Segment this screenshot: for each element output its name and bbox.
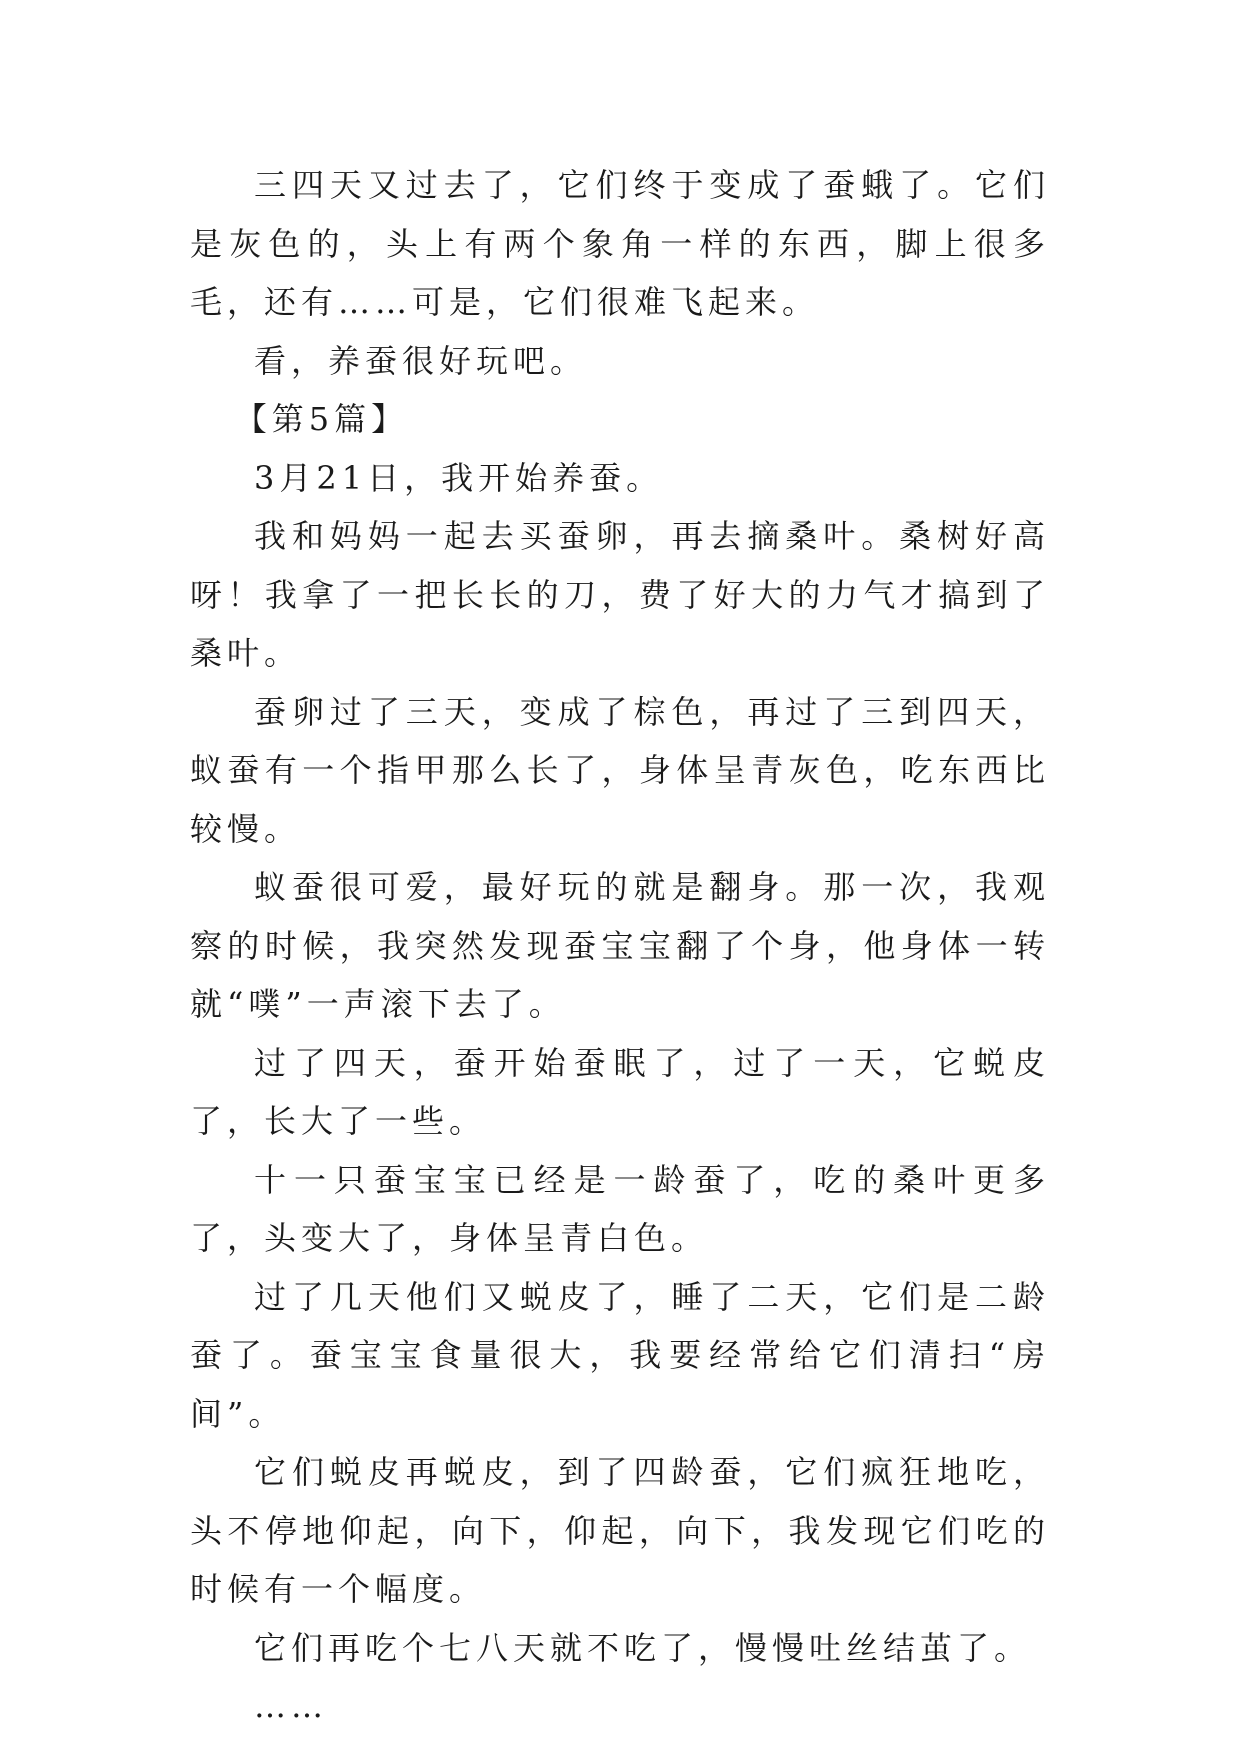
paragraph: 过了几天他们又蜕皮了，睡了二天，它们是二龄蚕了。蚕宝宝食量很大，我要经常给它们清扫“房间”。 [190, 1277, 1050, 1433]
paragraph: 看，养蚕很好玩吧。 [254, 341, 588, 380]
article-body [190, 156, 1050, 1736]
paragraph: 它们蜕皮再蜕皮，到了四龄蚕，它们疯狂地吃，头不停地仰起，向下，仰起，向下，我发现它们吃的时候有一个幅度。 [190, 1453, 1050, 1608]
paragraph: 十一只蚕宝宝已经是一龄蚕了，吃的桑叶更多了，头变大了，身体呈青白色。 [190, 1160, 1050, 1257]
paragraph: 过了四天，蚕开始蚕眠了，过了一天，它蜕皮了，长大了一些。 [190, 1043, 1050, 1140]
section-heading: 【第5篇】 [234, 400, 409, 438]
paragraph: 三四天又过去了，它们终于变成了蚕蛾了。它们是灰色的，头上有两个象角一样的东西，脚上很多毛，还有……可是，它们很难飞起来。 [190, 166, 1050, 321]
ellipsis-paragraph: …… [254, 1687, 328, 1725]
paragraph: 蚁蚕很可爱，最好玩的就是翻身。那一次，我观察的时候，我突然发现蚕宝宝翻了个身，他身体一转就“噗”一声滚下去了。 [190, 868, 1050, 1023]
paragraph: 3月21日，我开始养蚕。 [254, 458, 664, 497]
paragraph: 我和妈妈一起去买蚕卵，再去摘桑叶。桑树好高呀！我拿了一把长长的刀，费了好大的力气才搞到了桑叶。 [190, 517, 1050, 672]
paragraph: 蚕卵过了三天，变成了棕色，再过了三到四天，蚁蚕有一个指甲那么长了，身体呈青灰色，吃东西比较慢。 [190, 692, 1050, 848]
paragraph: 它们再吃个七八天就不吃了，慢慢吐丝结茧了。 [254, 1628, 1032, 1667]
